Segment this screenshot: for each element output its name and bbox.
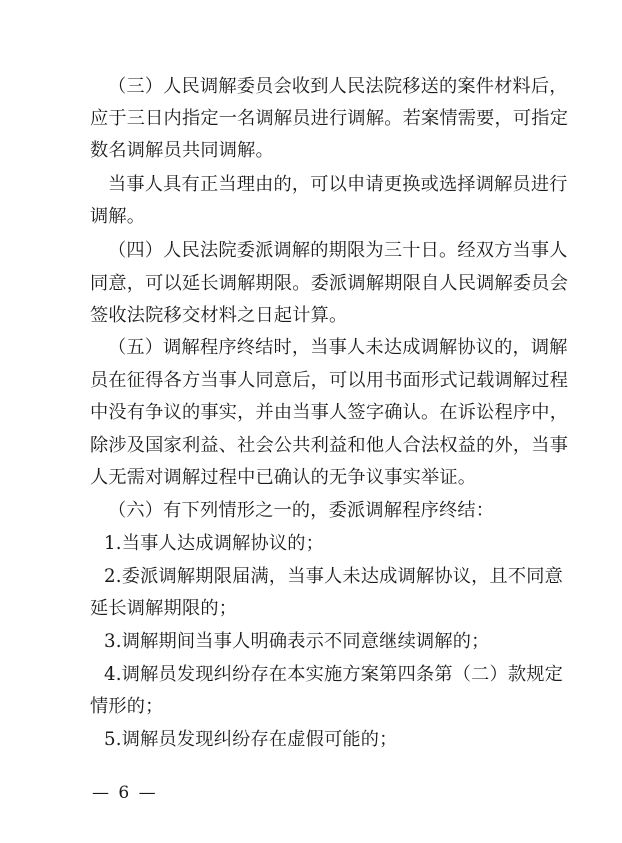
text-line: 人无需对调解过程中已确认的无争议事实举证。 (90, 467, 477, 488)
list-item: 1.当事人达成调解协议的； (104, 533, 325, 554)
text-line: （三）人民调解委员会收到人民法院移送的案件材料后， (108, 76, 568, 97)
list-item: 2.委派调解期限届满，当事人未达成调解协议，且不同意 (104, 566, 564, 587)
list-item: 5.调解员发现纠纷存在虚假可能的； (104, 729, 398, 750)
text-line: 调解。 (90, 206, 146, 227)
text-line: 同意，可以延长调解期限。委派调解期限自人民调解委员会 (90, 273, 569, 294)
text-line: （六）有下列情形之一的，委派调解程序终结： (108, 500, 495, 521)
text-line: 中没有争议的事实，并由当事人签字确认。在诉讼程序中， (90, 402, 569, 423)
text-line: （五）调解程序终结时，当事人未达成调解协议的，调解 (108, 337, 568, 358)
text-line: 应于三日内指定一名调解员进行调解。若案情需要，可指定 (90, 108, 569, 129)
text-line: 员在征得各方当事人同意后，可以用书面形式记载调解过程 (90, 370, 569, 391)
list-item: 4.调解员发现纠纷存在本实施方案第四条第（二）款规定 (104, 664, 564, 685)
text-line: 当事人具有正当理由的，可以申请更换或选择调解员进行 (108, 174, 568, 195)
text-line: 延长调解期限的； (90, 598, 238, 619)
text-line: 除涉及国家利益、社会公共利益和他人合法权益的外，当事 (90, 435, 569, 456)
text-line: 情形的； (90, 696, 164, 717)
page-number: — 6 — (92, 783, 158, 803)
list-item: 3.调解期间当事人明确表示不同意继续调解的； (104, 631, 490, 652)
text-line: （四）人民法院委派调解的期限为三十日。经双方当事人 (108, 240, 568, 261)
text-line: 签收法院移交材料之日起计算。 (90, 305, 348, 326)
text-line: 数名调解员共同调解。 (90, 140, 274, 161)
